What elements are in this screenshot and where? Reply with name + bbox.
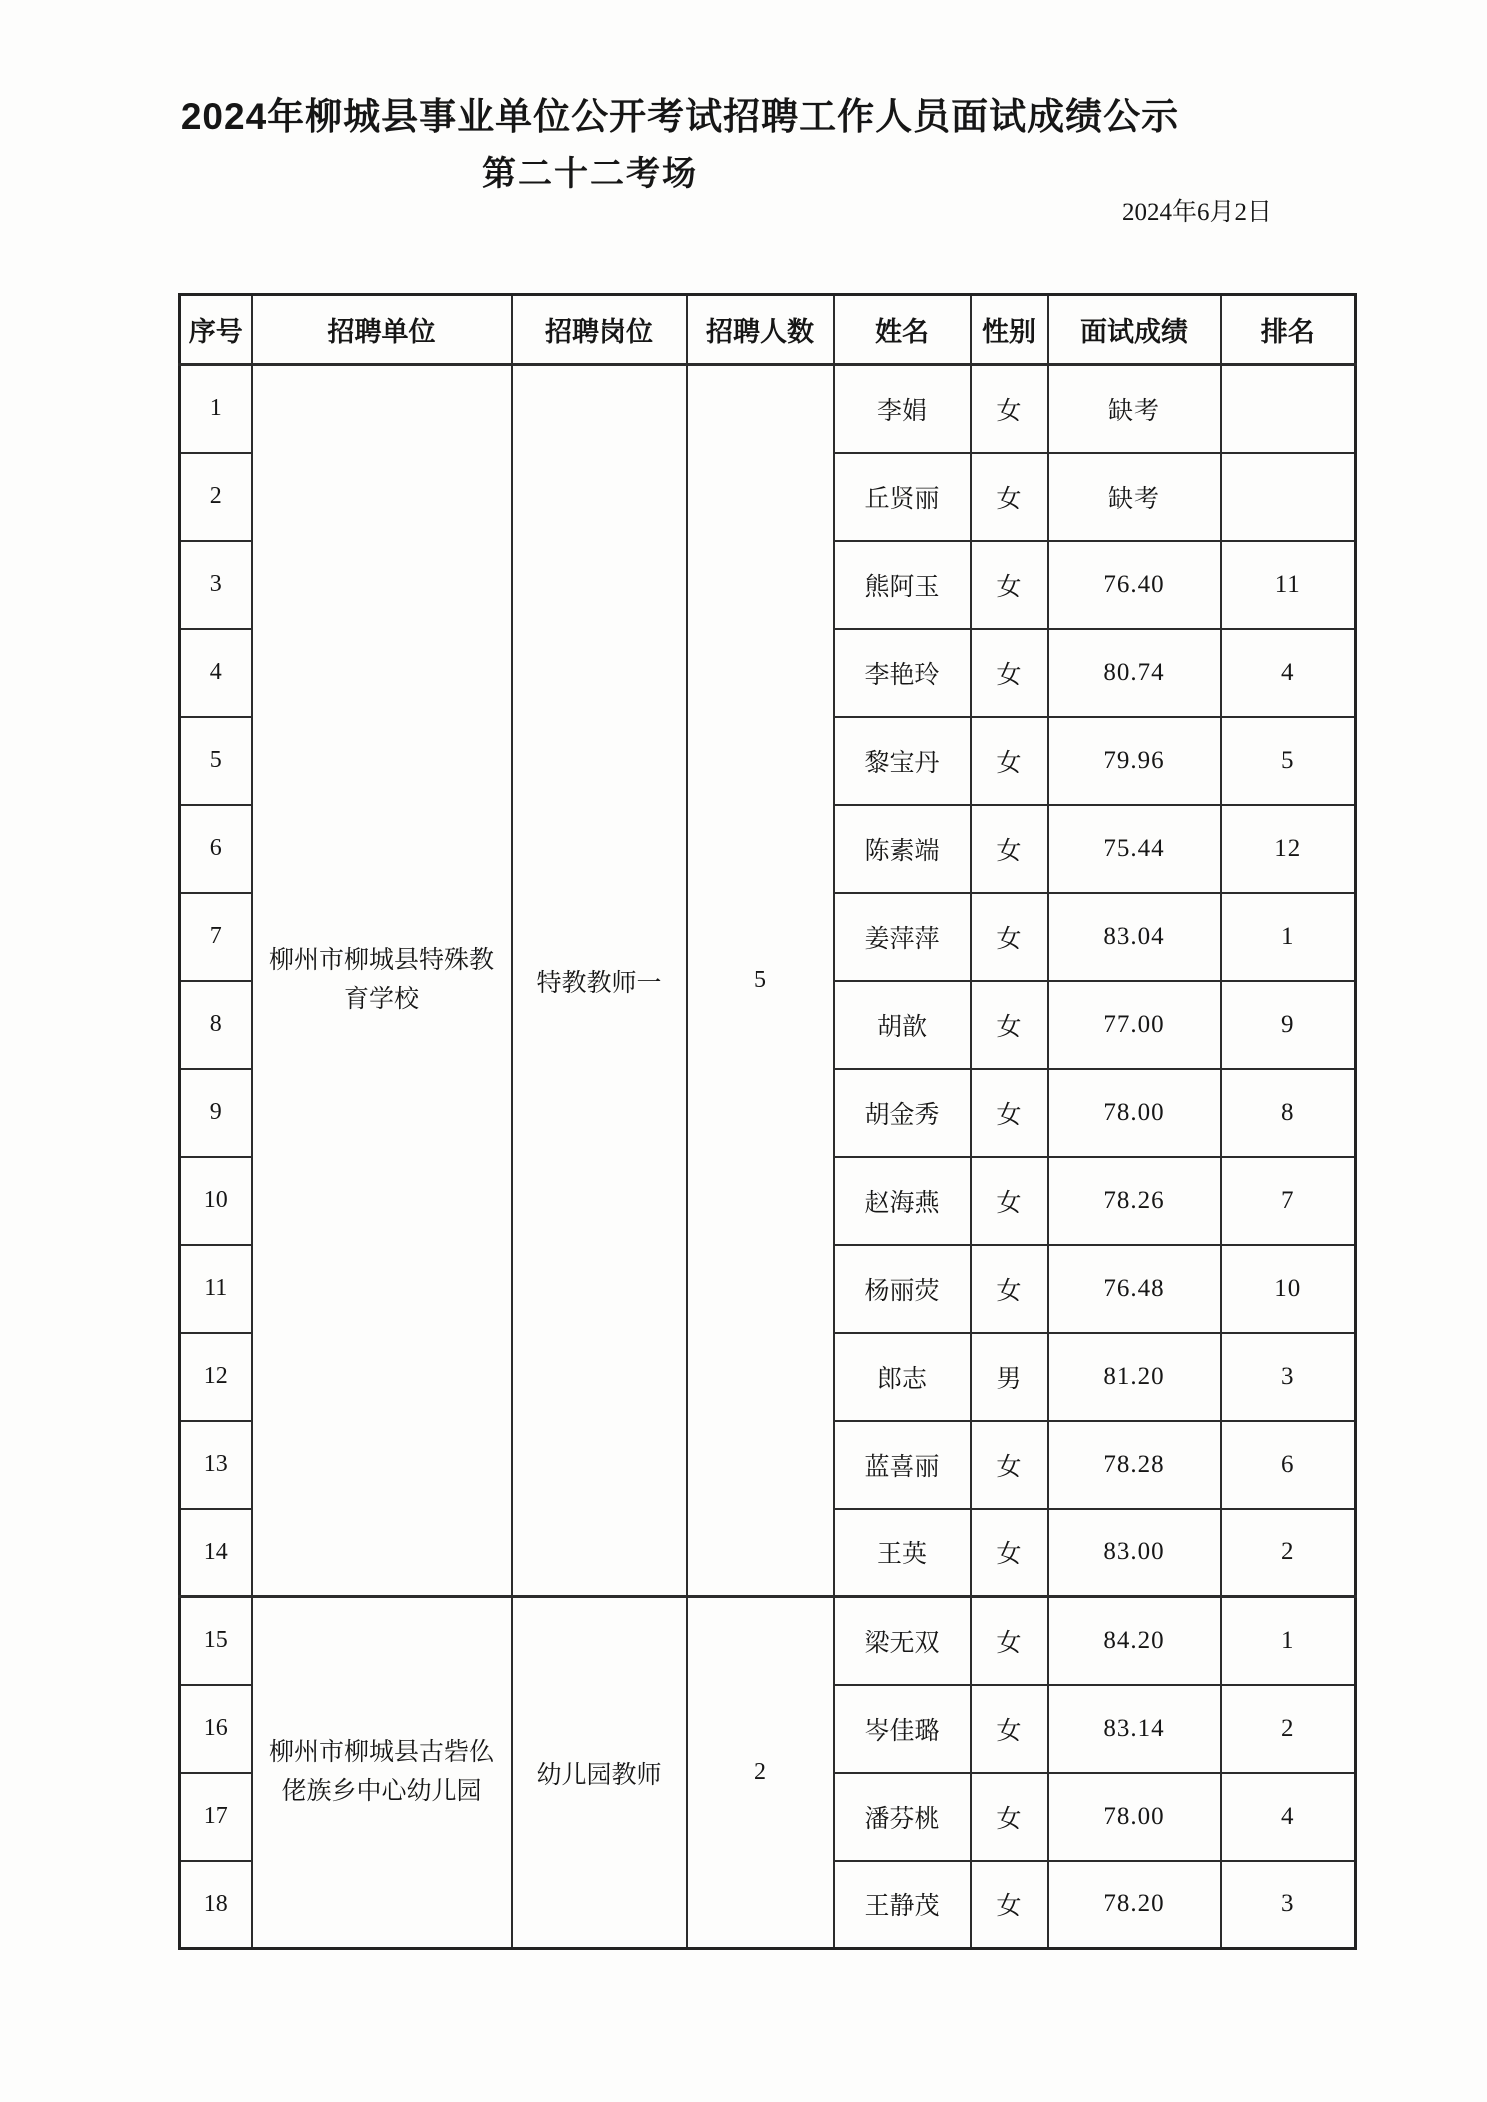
name-cell: 蓝喜丽 bbox=[834, 1421, 971, 1509]
row-number-cell: 14 bbox=[180, 1509, 252, 1597]
rank-cell: 4 bbox=[1221, 629, 1356, 717]
page-title: 2024年柳城县事业单位公开考试招聘工作人员面试成绩公示 bbox=[180, 96, 1180, 137]
gender-cell: 女 bbox=[971, 1685, 1048, 1773]
score-cell: 78.28 bbox=[1048, 1421, 1221, 1509]
rank-cell: 8 bbox=[1221, 1069, 1356, 1157]
rank-cell bbox=[1221, 453, 1356, 541]
row-number-cell: 18 bbox=[180, 1861, 252, 1949]
name-cell: 王静茂 bbox=[834, 1861, 971, 1949]
gender-cell: 女 bbox=[971, 1861, 1048, 1949]
row-number-cell: 3 bbox=[180, 541, 252, 629]
row-number-cell: 11 bbox=[180, 1245, 252, 1333]
unit-cell: 柳州市柳城县特殊教育学校 bbox=[252, 365, 512, 1597]
gender-cell: 女 bbox=[971, 1245, 1048, 1333]
rank-cell: 3 bbox=[1221, 1861, 1356, 1949]
table-row bbox=[180, 365, 1356, 453]
name-cell: 陈素端 bbox=[834, 805, 971, 893]
gender-cell: 女 bbox=[971, 629, 1048, 717]
rank-cell: 9 bbox=[1221, 981, 1356, 1069]
rank-cell: 6 bbox=[1221, 1421, 1356, 1509]
row-number-cell: 5 bbox=[180, 717, 252, 805]
gender-cell: 女 bbox=[971, 1069, 1048, 1157]
header-score: 面试成绩 bbox=[1048, 295, 1221, 365]
rank-cell: 1 bbox=[1221, 893, 1356, 981]
rank-cell: 1 bbox=[1221, 1597, 1356, 1685]
gender-cell: 女 bbox=[971, 805, 1048, 893]
name-cell: 李娟 bbox=[834, 365, 971, 453]
score-cell: 75.44 bbox=[1048, 805, 1221, 893]
row-number-cell: 6 bbox=[180, 805, 252, 893]
gender-cell: 女 bbox=[971, 717, 1048, 805]
row-number-cell: 17 bbox=[180, 1773, 252, 1861]
name-cell: 胡歆 bbox=[834, 981, 971, 1069]
score-cell: 83.00 bbox=[1048, 1509, 1221, 1597]
row-number-cell: 13 bbox=[180, 1421, 252, 1509]
name-cell: 王英 bbox=[834, 1509, 971, 1597]
score-cell: 80.74 bbox=[1048, 629, 1221, 717]
row-number-cell: 10 bbox=[180, 1157, 252, 1245]
row-number-cell: 7 bbox=[180, 893, 252, 981]
rank-cell bbox=[1221, 365, 1356, 453]
score-cell: 缺考 bbox=[1048, 453, 1221, 541]
rank-cell: 2 bbox=[1221, 1685, 1356, 1773]
header-name: 姓名 bbox=[834, 295, 971, 365]
rank-cell: 7 bbox=[1221, 1157, 1356, 1245]
unit-cell: 柳州市柳城县古砦仫佬族乡中心幼儿园 bbox=[252, 1597, 512, 1949]
header-count: 招聘人数 bbox=[687, 295, 834, 365]
name-cell: 郎志 bbox=[834, 1333, 971, 1421]
gender-cell: 女 bbox=[971, 1597, 1048, 1685]
row-number-cell: 15 bbox=[180, 1597, 252, 1685]
position-cell: 特教教师一 bbox=[512, 365, 687, 1597]
name-cell: 胡金秀 bbox=[834, 1069, 971, 1157]
table-row bbox=[180, 1597, 1356, 1685]
name-cell: 赵海燕 bbox=[834, 1157, 971, 1245]
gender-cell: 女 bbox=[971, 893, 1048, 981]
name-cell: 岑佳璐 bbox=[834, 1685, 971, 1773]
header-unit: 招聘单位 bbox=[252, 295, 512, 365]
gender-cell: 女 bbox=[971, 1773, 1048, 1861]
score-cell: 81.20 bbox=[1048, 1333, 1221, 1421]
rank-cell: 10 bbox=[1221, 1245, 1356, 1333]
score-cell: 84.20 bbox=[1048, 1597, 1221, 1685]
gender-cell: 女 bbox=[971, 1157, 1048, 1245]
row-number-cell: 16 bbox=[180, 1685, 252, 1773]
score-cell: 83.14 bbox=[1048, 1685, 1221, 1773]
name-cell: 梁无双 bbox=[834, 1597, 971, 1685]
position-cell: 幼儿园教师 bbox=[512, 1597, 687, 1949]
name-cell: 姜萍萍 bbox=[834, 893, 971, 981]
header-row bbox=[180, 295, 1356, 365]
score-cell: 76.40 bbox=[1048, 541, 1221, 629]
row-number-cell: 12 bbox=[180, 1333, 252, 1421]
score-cell: 78.26 bbox=[1048, 1157, 1221, 1245]
count-cell: 2 bbox=[687, 1597, 834, 1949]
page-subtitle: 第二十二考场 bbox=[482, 155, 698, 193]
rank-cell: 11 bbox=[1221, 541, 1356, 629]
score-cell: 83.04 bbox=[1048, 893, 1221, 981]
score-cell: 78.00 bbox=[1048, 1773, 1221, 1861]
name-cell: 黎宝丹 bbox=[834, 717, 971, 805]
name-cell: 丘贤丽 bbox=[834, 453, 971, 541]
publish-date: 2024年6月2日 bbox=[1121, 199, 1272, 226]
score-cell: 76.48 bbox=[1048, 1245, 1221, 1333]
rank-cell: 4 bbox=[1221, 1773, 1356, 1861]
row-number-cell: 8 bbox=[180, 981, 252, 1069]
score-cell: 78.20 bbox=[1048, 1861, 1221, 1949]
score-cell: 79.96 bbox=[1048, 717, 1221, 805]
header-gender: 性别 bbox=[971, 295, 1048, 365]
score-table bbox=[178, 293, 1357, 1950]
header-rank: 排名 bbox=[1221, 295, 1356, 365]
name-cell: 杨丽荧 bbox=[834, 1245, 971, 1333]
header-seq: 序号 bbox=[180, 295, 252, 365]
gender-cell: 女 bbox=[971, 1509, 1048, 1597]
gender-cell: 女 bbox=[971, 981, 1048, 1069]
rank-cell: 12 bbox=[1221, 805, 1356, 893]
score-cell: 78.00 bbox=[1048, 1069, 1221, 1157]
header-position: 招聘岗位 bbox=[512, 295, 687, 365]
row-number-cell: 1 bbox=[180, 365, 252, 453]
score-cell: 77.00 bbox=[1048, 981, 1221, 1069]
gender-cell: 女 bbox=[971, 365, 1048, 453]
name-cell: 潘芬桃 bbox=[834, 1773, 971, 1861]
count-cell: 5 bbox=[687, 365, 834, 1597]
gender-cell: 男 bbox=[971, 1333, 1048, 1421]
gender-cell: 女 bbox=[971, 453, 1048, 541]
gender-cell: 女 bbox=[971, 1421, 1048, 1509]
rank-cell: 2 bbox=[1221, 1509, 1356, 1597]
name-cell: 李艳玲 bbox=[834, 629, 971, 717]
rank-cell: 3 bbox=[1221, 1333, 1356, 1421]
gender-cell: 女 bbox=[971, 541, 1048, 629]
row-number-cell: 2 bbox=[180, 453, 252, 541]
row-number-cell: 4 bbox=[180, 629, 252, 717]
score-cell: 缺考 bbox=[1048, 365, 1221, 453]
rank-cell: 5 bbox=[1221, 717, 1356, 805]
name-cell: 熊阿玉 bbox=[834, 541, 971, 629]
row-number-cell: 9 bbox=[180, 1069, 252, 1157]
